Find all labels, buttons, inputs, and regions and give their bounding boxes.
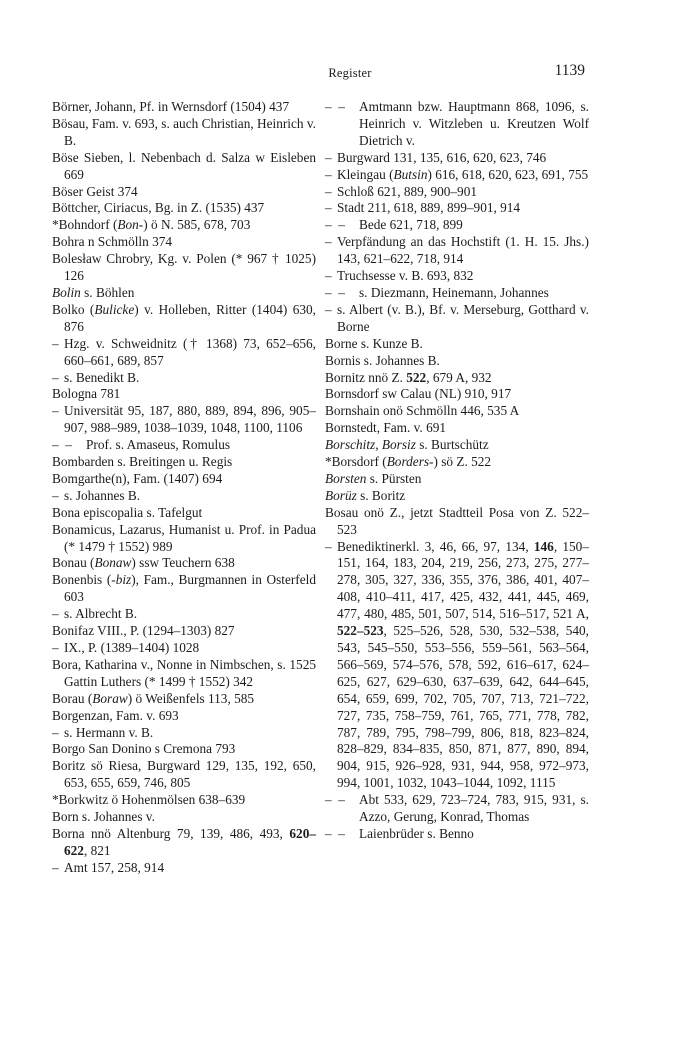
index-entry: – Benediktinerkl. 3, 46, 66, 97, 134, 146, 150–151, 164, 183, 204, 219, 256, 273, 275, 277–278, 305, 327, 336, 355, 376, 386, 401, 407–408, 410–411, 417, 425, 432, 441, 445, 469, 477, 480, 485, 501, 507, 514, 516–517, 521 A, 522–523, 525–526, 528, 530, 532–538, 540, 543, 545–550, 553–556, 559–561, 563–564, 566–569, 574–576, 578, 592, 616–617, 624–625, 627, 629–630, 637–639, 642, 644–645, 654, 659, 699, 702, 705, 707, 713, 721–722, 727, 735, 758–759, 761, 765, 771, 778, 782, 787, 789, 795, 798–799, 806, 818, 823–824, 828–829, 834–835, 850, 871, 877, 890, 894, 904, 915, 926–928, 931, 944, 958, 972–973, 994, 1001, 1032, 1043–1044, 1092, 1115 — [325, 538, 589, 791]
index-entry: Borau (Boraw) ö Weißenfels 113, 585 — [52, 690, 255, 706]
index-entry: – – Bede 621, 718, 899 — [325, 217, 463, 233]
index-entry: Bonamicus, Lazarus, Humanist u. Prof. in Padua (* 1479 † 1552) 989 — [52, 521, 316, 554]
index-entry: *Borsdorf (Borders-) sö Z. 522 — [325, 454, 492, 470]
index-entry: Bornshain onö Schmölln 446, 535 A — [325, 403, 520, 419]
index-entry: – Amt 157, 258, 914 — [52, 859, 165, 875]
index-entry: Bora, Katharina v., Nonne in Nimbschen, s. 1525 Gattin Luthers (* 1499 † 1552) 342 — [52, 656, 316, 689]
index-entry: Born s. Johannes v. — [52, 809, 155, 825]
index-column-left — [52, 99, 316, 877]
index-entry: Bornsdorf sw Calau (NL) 910, 917 — [325, 386, 512, 402]
index-entry: Bomgarthe(n), Fam. (1407) 694 — [52, 470, 223, 486]
index-entry: Böttcher, Ciriacus, Bg. in Z. (1535) 437 — [52, 200, 265, 216]
index-entry: – Kleingau (Butsin) 616, 618, 620, 623, 691, 755 — [325, 166, 589, 182]
index-entry: Borsten s. Pürsten — [325, 470, 422, 486]
index-entry: – Truchsesse v. B. 693, 832 — [325, 268, 474, 284]
index-entry: – s. Albert (v. B.), Bf. v. Merseburg, Gotthard v. Borne — [325, 301, 589, 334]
index-entry: – Schloß 621, 889, 900–901 — [325, 183, 477, 199]
index-entry: Borüz s. Boritz — [325, 487, 406, 503]
index-entry: – – Amtmann bzw. Hauptmann 868, 1096, s. Heinrich v. Witzleben u. Kreutzen Wolf Dietrich v. — [325, 99, 589, 148]
index-entry: – – Abt 533, 629, 723–724, 783, 915, 931, s. Azzo, Gerung, Konrad, Thomas — [325, 792, 589, 825]
index-entry: Borne s. Kunze B. — [325, 335, 423, 351]
index-entry: Borschitz, Borsiz s. Burtschütz — [325, 437, 489, 453]
index-entry: Bohra n Schmölln 374 — [52, 234, 173, 250]
running-title: Register — [328, 66, 372, 80]
index-entry: Bologna 781 — [52, 386, 121, 402]
index-entry: Bornis s. Johannes B. — [325, 352, 440, 368]
index-entry: Böse Sieben, l. Nebenbach d. Salza w Eisleben 669 — [52, 149, 316, 182]
running-header — [0, 62, 700, 84]
index-entry: Bolin s. Böhlen — [52, 284, 135, 300]
index-entry: Bonifaz VIII., P. (1294–1303) 827 — [52, 623, 235, 639]
index-entry: *Bohndorf (Bon-) ö N. 585, 678, 703 — [52, 217, 251, 233]
index-entry: – Hzg. v. Schweidnitz († 1368) 73, 652–656, 660–661, 689, 857 — [52, 335, 316, 368]
index-entry: Bornstedt, Fam. v. 691 — [325, 420, 447, 436]
index-entry: – s. Hermann v. B. — [52, 724, 154, 740]
index-entry: Bona episcopalia s. Tafelgut — [52, 504, 203, 520]
index-entry: – s. Albrecht B. — [52, 606, 138, 622]
index-entry: Bornitz nnö Z. 522, 679 A, 932 — [325, 369, 492, 385]
index-entry: – Verpfändung an das Hochstift (1. H. 15. Jhs.) 143, 621–622, 718, 914 — [325, 234, 589, 267]
index-entry: – s. Benedikt B. — [52, 369, 140, 385]
index-entry: Bosau onö Z., jetzt Stadtteil Posa von Z. 522–523 — [325, 504, 589, 537]
page-number: 1139 — [554, 62, 585, 79]
index-entry: Boritz sö Riesa, Burgward 129, 135, 192, 650, 653, 655, 659, 746, 805 — [52, 758, 316, 791]
index-entry: Böser Geist 374 — [52, 183, 138, 199]
index-column-right — [325, 99, 589, 843]
index-entry: – Stadt 211, 618, 889, 899–901, 914 — [325, 200, 521, 216]
index-entry: – Universität 95, 187, 880, 889, 894, 896, 905–907, 988–989, 1038–1039, 1048, 1100, 1106 — [52, 403, 316, 436]
index-entry: – IX., P. (1389–1404) 1028 — [52, 640, 200, 655]
index-entry: Borgo San Donino s Cremona 793 — [52, 741, 236, 757]
index-entry: – – Laienbrüder s. Benno — [325, 825, 474, 841]
index-entry: – Burgward 131, 135, 616, 620, 623, 746 — [325, 149, 547, 165]
index-entry: *Borkwitz ö Hohenmölsen 638–639 — [52, 792, 246, 808]
index-entry: Börner, Johann, Pf. in Wernsdorf (1504) 437 — [52, 99, 290, 114]
index-entry: Bolesław Chrobry, Kg. v. Polen (* 967 † 1025) 126 — [52, 251, 316, 284]
index-entry: Bombarden s. Breitingen u. Regis — [52, 454, 233, 470]
index-entry: Bolko (Bulicke) v. Holleben, Ritter (1404) 630, 876 — [52, 301, 316, 334]
index-entry: – – s. Diezmann, Heinemann, Johannes — [325, 284, 549, 300]
index-entry: Bösau, Fam. v. 693, s. auch Christian, Heinrich v. B. — [52, 115, 316, 148]
index-entry: Borna nnö Altenburg 79, 139, 486, 493, 620–622, 821 — [52, 825, 316, 858]
index-entry: Borgenzan, Fam. v. 693 — [52, 707, 179, 723]
index-entry: Bonenbis (-biz), Fam., Burgmannen in Osterfeld 603 — [52, 572, 316, 605]
index-entry: – s. Johannes B. — [52, 487, 141, 503]
index-entry: Bonau (Bonaw) ssw Teuchern 638 — [52, 555, 235, 571]
index-entry: – – Prof. s. Amaseus, Romulus — [52, 437, 231, 453]
